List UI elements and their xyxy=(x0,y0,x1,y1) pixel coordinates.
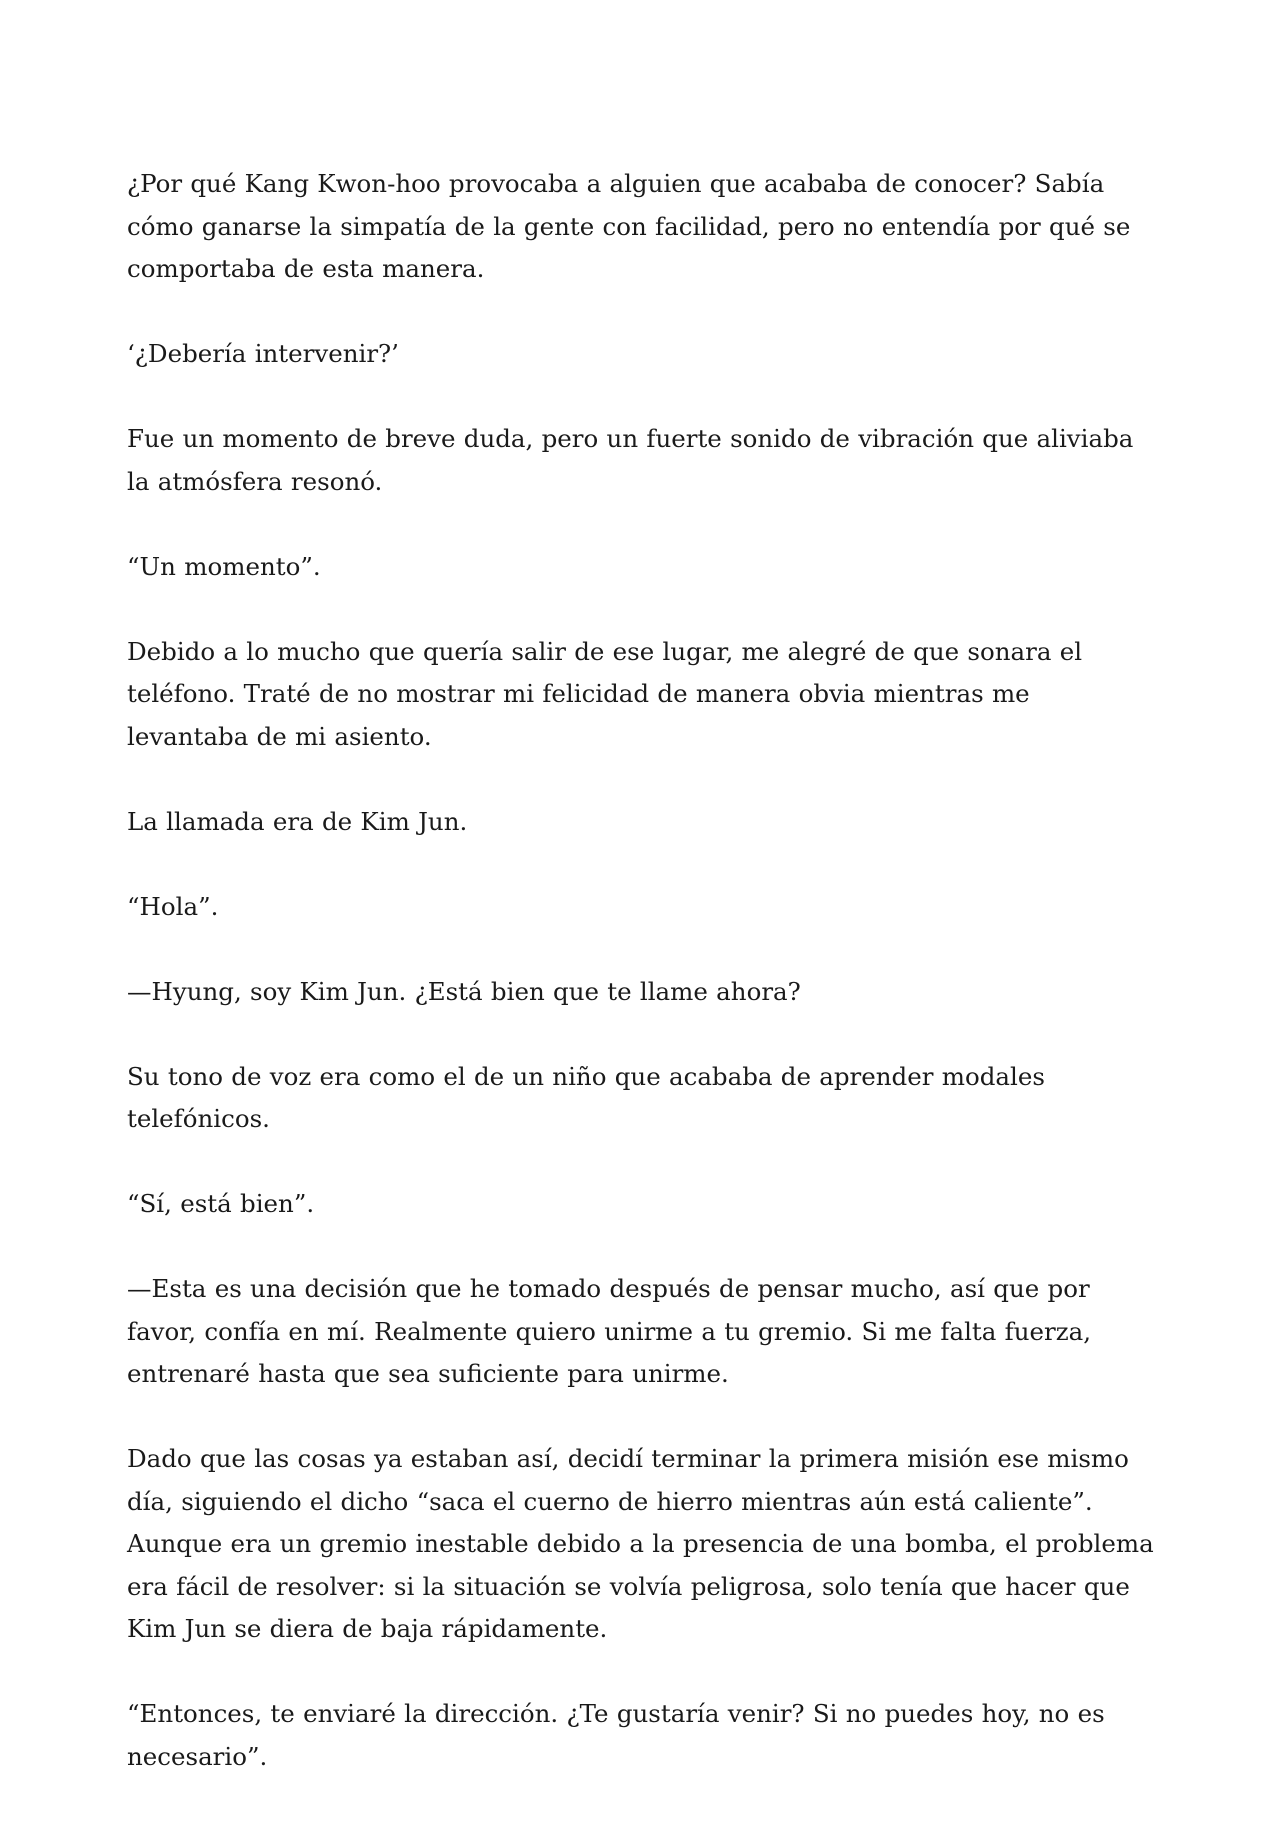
paragraph-10: “Sí, está bien”. xyxy=(127,1189,315,1218)
paragraph-11: —Esta es una decisión que he tomado después de pensar mucho, así que por favor, confía en mí. Realmente quiero unirme a tu gremio. Si me falta fuerza, entrenaré hasta que sea suficiente para unirme. xyxy=(127,1274,1092,1388)
paragraph-5: Debido a lo mucho que quería salir de ese lugar, me alegré de que sonara el teléfono. Traté de no mostrar mi felicidad de manera obvia mientras me levantaba de mi asiento. xyxy=(127,636,1083,751)
paragraph-2: ‘¿Debería intervenir?’ xyxy=(127,339,399,368)
paragraph-1: ¿Por qué Kang Kwon-hoo provocaba a alguien que acababa de conocer? Sabía cómo ganarse la simpatía de la gente con facilidad, pero no entendía por qué se comportaba de esta manera. xyxy=(127,169,1131,283)
paragraph-3: Fue un momento de breve duda, pero un fuerte sonido de vibración que aliviaba la atmósfera resonó. xyxy=(127,424,1134,496)
paragraph-9: Su tono de voz era como el de un niño que acababa de aprender modales telefónicos. xyxy=(127,1061,1045,1133)
paragraph-4: “Un momento”. xyxy=(127,551,321,581)
document-body xyxy=(127,163,1157,1778)
paragraph-8: —Hyung, soy Kim Jun. ¿Está bien que te llame ahora? xyxy=(127,976,801,1006)
paragraph-12: Dado que las cosas ya estaban así, decidí terminar la primera misión ese mismo día, siguiendo el dicho “saca el cuerno de hierro mientras aún está caliente”. Aunque era un gremio inestable debido a la presencia de una bomba, el problema era fácil de resolver: si la situación se volvía peligrosa, solo tenía que hacer que Kim Jun se diera de baja rápidamente. xyxy=(127,1444,1154,1643)
paragraph-7: “Hola”. xyxy=(127,891,219,921)
paragraph-6: La llamada era de Kim Jun. xyxy=(127,806,468,836)
paragraph-13: “Entonces, te enviaré la dirección. ¿Te gustaría venir? Si no puedes hoy, no es necesario”. xyxy=(127,1699,1105,1771)
